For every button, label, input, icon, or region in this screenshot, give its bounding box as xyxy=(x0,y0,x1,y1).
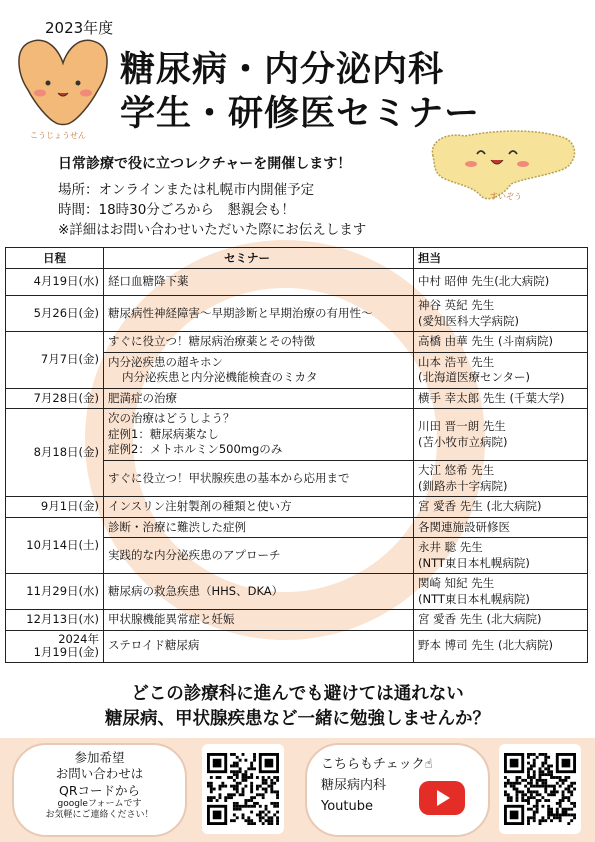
row-seminar: インスリン注射製剤の種類と使い方 xyxy=(104,497,414,518)
row-seminar: 内分泌疾患の超キホン 内分泌疾患と内分泌機能検査のミカタ xyxy=(104,352,414,388)
contact-bubble xyxy=(12,743,187,837)
contact-line: QRコードから xyxy=(58,782,141,798)
info-time: 時間：18時30分ごろから 懇親会も！ xyxy=(58,202,295,218)
table-row xyxy=(6,296,588,332)
qr-code-icon xyxy=(504,751,576,827)
table-row xyxy=(6,497,588,518)
header-seminar: セミナー xyxy=(104,248,414,269)
info-note: ※詳細はお問い合わせいただいた際にお伝えします xyxy=(58,222,367,238)
row-seminar: 糖尿病性神経障害～早期診断と早期治療の有用性～ xyxy=(104,296,414,332)
qr-code-icon xyxy=(207,751,279,827)
contact-line: お問い合わせは xyxy=(55,766,144,782)
contact-line: 参加希望 xyxy=(74,750,125,765)
youtube-play-icon[interactable] xyxy=(419,781,465,815)
row-instructor: 高橋 由華 先生 (斗南病院) xyxy=(414,332,588,353)
row-date: 5月26日(金) xyxy=(6,296,104,332)
row-date: 8月18日(金) xyxy=(6,409,104,497)
table-row xyxy=(6,610,588,631)
row-seminar: ステロイド糖尿病 xyxy=(104,630,414,662)
row-seminar: すぐに役立つ！甲状腺疾患の基本から応用まで xyxy=(104,461,414,497)
contact-note: お気軽にご連絡ください！ xyxy=(45,809,154,820)
row-date: 9月1日(金) xyxy=(6,497,104,518)
header-instructor: 担当 xyxy=(414,248,588,269)
row-instructor: 川田 晋一朗 先生 (苫小牧市立病院) xyxy=(414,409,588,461)
row-seminar: 甲状腺機能異常症と妊娠 xyxy=(104,610,414,631)
thyroid-caption: こうじょうせん xyxy=(30,131,86,140)
announcement: 日常診療で役に立つレクチャーを開催します！ xyxy=(58,156,352,172)
youtube-bubble xyxy=(305,743,490,837)
page-title-line2: 学生・研修医セミナー xyxy=(120,94,481,134)
thyroid-mascot-icon xyxy=(8,35,118,135)
row-instructor: 横手 幸太郎 先生 (千葉大学) xyxy=(414,388,588,409)
row-instructor: 野本 博司 先生 (北大病院) xyxy=(414,630,588,662)
table-row xyxy=(6,332,588,353)
table-row xyxy=(6,388,588,409)
row-date: 7月7日(金) xyxy=(6,332,104,389)
pancreas-caption: すいぞう xyxy=(490,192,522,201)
table-row xyxy=(6,574,588,610)
slogan-line2: 糖尿病、甲状腺疾患など一緒に勉強しませんか？ xyxy=(105,709,490,729)
row-date: 4月19日(水) xyxy=(6,269,104,296)
seminar-schedule-table xyxy=(5,247,588,663)
row-date: 12月13日(水) xyxy=(6,610,104,631)
row-instructor: 各関連施設研修医 xyxy=(414,517,588,538)
youtube-check-label: こちらもチェック☝ xyxy=(321,757,433,772)
row-instructor: 神谷 英紀 先生 (愛知医科大学病院) xyxy=(414,296,588,332)
row-seminar: 肥満症の治療 xyxy=(104,388,414,409)
row-instructor: 中村 昭伸 先生(北大病院) xyxy=(414,269,588,296)
row-seminar: 診断・治療に難渋した症例 xyxy=(104,517,414,538)
row-seminar: 実践的な内分泌疾患のアプローチ xyxy=(104,538,414,574)
youtube-label: Youtube xyxy=(321,798,373,814)
contact-note: googleフォームです xyxy=(57,798,142,809)
table-header-row xyxy=(6,248,588,269)
table-row xyxy=(6,409,588,461)
row-instructor: 山本 浩平 先生 (北海道医療センター) xyxy=(414,352,588,388)
row-instructor: 関崎 知紀 先生 (NTT東日本札幌病院) xyxy=(414,574,588,610)
row-seminar: 経口血糖降下薬 xyxy=(104,269,414,296)
youtube-channel-label: 糖尿病内科 xyxy=(321,777,387,793)
header-date: 日程 xyxy=(6,248,104,269)
slogan-line1: どこの診療科に進んでも避けては通れない xyxy=(131,684,464,704)
row-instructor: 永井 聡 先生 (NTT東日本札幌病院) xyxy=(414,538,588,574)
year-label: 2023年度 xyxy=(45,19,114,37)
info-place: 場所：オンラインまたは札幌市内開催予定 xyxy=(58,182,315,198)
row-instructor: 宮 愛香 先生 (北大病院) xyxy=(414,497,588,518)
table-row xyxy=(6,517,588,538)
row-seminar: 糖尿病の救急疾患（HHS、DKA） xyxy=(104,574,414,610)
row-instructor: 大江 悠希 先生 (釧路赤十字病院) xyxy=(414,461,588,497)
row-date: 7月28日(金) xyxy=(6,388,104,409)
contact-qr-code[interactable] xyxy=(202,744,284,834)
row-date: 2024年 1月19日(金) xyxy=(6,630,104,662)
table-row xyxy=(6,630,588,662)
row-date: 11月29日(水) xyxy=(6,574,104,610)
row-seminar: 次の治療はどうしよう？ 症例1：糖尿病薬なし 症例2：メトホルミン500mgのみ xyxy=(104,409,414,461)
page-title-line1: 糖尿病・内分泌内科 xyxy=(120,50,445,90)
footer-band xyxy=(0,738,595,842)
row-seminar: すぐに役立つ！糖尿病治療薬とその特徴 xyxy=(104,332,414,353)
row-date: 10月14日(土) xyxy=(6,517,104,574)
youtube-qr-code[interactable] xyxy=(499,744,581,834)
table-row xyxy=(6,269,588,296)
row-instructor: 宮 愛香 先生 (北大病院) xyxy=(414,610,588,631)
